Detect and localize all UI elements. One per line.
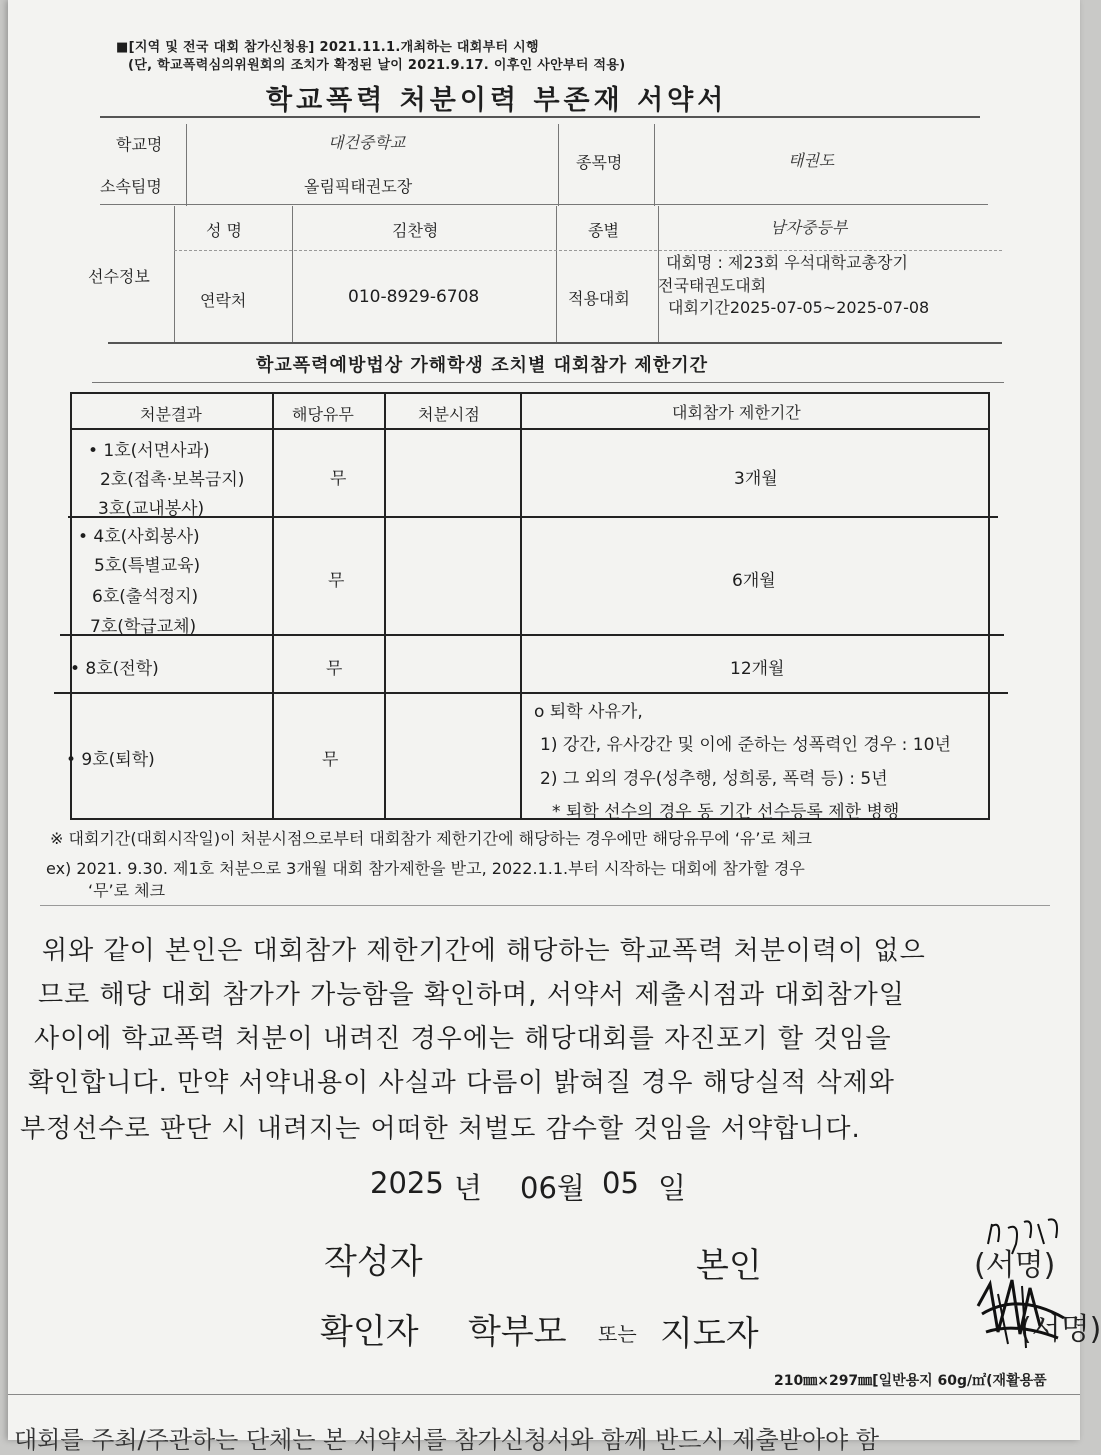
competition-name: 대회명 : 제23회 우석대학교총장기 [666,253,908,272]
divider [558,124,559,206]
coach-label: 지도자 [660,1314,759,1354]
table-row-item: 5호(특별교육) [94,556,201,576]
handwritten-signature [968,1214,1080,1364]
date-year-unit: 년 [454,1171,483,1205]
table-col-line [520,392,522,820]
table-row-line [54,692,1008,694]
school-name-value: 대건중학교 [328,133,406,152]
divider [8,1394,1080,1395]
player-name-label: 성 명 [206,221,242,240]
divider [556,206,557,342]
table-row-line [68,516,998,518]
table-row-line [60,634,1004,636]
table-row-item: • 8호(전학) [70,659,159,679]
pledge-line: 므로 해당 대회 참가가 가능함을 확인하며, 서약서 제출시점과 대회참가일 [38,980,905,1010]
player-info-label: 선수정보 [88,267,150,286]
table-row-item: • 1호(서면사과) [88,441,210,461]
pledge-line: 사이에 학교폭력 처분이 내려진 경우에는 해당대회를 자진포기 할 것임을 [34,1024,892,1054]
notice-line-1: ■[지역 및 전국 대회 참가신청용] 2021.11.1.개최하는 대회부터 시행 [116,40,539,55]
contact-value: 010-8929-6708 [348,287,480,307]
header-time: 처분시점 [418,405,480,424]
divider [40,905,1050,906]
event-label: 종목명 [576,153,623,172]
writer-sign-label: (서명) [974,1248,1056,1283]
or-label: 또는 [598,1322,637,1346]
writer-label: 작성자 [324,1242,423,1282]
division-value: 남자중등부 [770,218,848,237]
date-day-unit: 일 [658,1171,687,1205]
header-period: 대회참가 제한기간 [672,403,801,422]
divider [174,206,175,342]
divider [654,124,655,206]
team-name-label: 소속팀명 [100,177,162,196]
row-period: 12개월 [730,659,785,679]
row-period-line: * 퇴학 선수의 경우 동 기간 선수등록 제한 병행 [552,802,900,822]
player-name-value: 김찬형 [392,221,439,240]
table-row-item: 7호(학급교체) [90,617,197,637]
date-month: 06월 [520,1171,585,1205]
table-col-line [272,392,274,820]
row-applicable: 무 [326,659,343,679]
competition-period: 대회기간2025-07-05~2025-07-08 [668,298,930,317]
pledge-line: 부정선수로 판단 시 내려지는 어떠한 처벌도 감수할 것임을 서약합니다. [20,1114,861,1144]
divider [292,206,293,342]
divider [100,204,988,205]
confirmer-sign-label: (서명) [1020,1312,1101,1347]
row-period: 3개월 [734,469,778,489]
confirmer-label: 확인자 [320,1312,419,1352]
division-label: 종별 [588,221,619,240]
note-line-1: ※ 대회기간(대회시작일)이 처분시점으로부터 대회참가 제한기간에 해당하는 경우에만 해당유무에 ‘유’로 체크 [50,829,812,848]
bottom-notice: 대회를 주최/주관하는 단체는 본 서약서를 참가신청서와 함께 반드시 제출받아야 함 [14,1426,879,1454]
restriction-title: 학교폭력예방법상 가해학생 조치별 대회참가 제한기간 [256,355,708,376]
competition-label: 적용대회 [568,289,630,308]
contact-label: 연락처 [200,291,247,310]
divider [186,124,187,206]
divider [658,206,659,342]
divider [92,382,1004,383]
header-result: 처분결과 [140,405,202,424]
table-row-item: • 4호(사회봉사) [78,527,200,547]
table-row-item: 6호(출석정지) [92,587,199,607]
pledge-line: 위와 같이 본인은 대회참가 제한기간에 해당하는 학교폭력 처분이력이 없으 [42,936,926,966]
table-row-item: • 9호(퇴학) [66,750,155,770]
pledge-document [8,0,1101,1454]
divider [174,250,1002,251]
notice-line-2: (단, 학교폭력심의위원회의 조치가 확정된 날이 2021.9.17. 이후인 사안부터 적용) [128,58,626,73]
team-name-value: 올림픽태권도장 [304,177,413,196]
note-line-3: ‘무’로 체크 [88,881,166,900]
row-period-line: o 퇴학 사유가, [534,702,643,722]
row-applicable: 무 [322,750,339,770]
table-col-line [384,392,386,820]
date-day: 05 [602,1166,639,1200]
date-year: 2025 [370,1166,444,1200]
school-name-label: 학교명 [116,135,163,154]
table-row-line [70,428,990,430]
title-underline [100,116,980,118]
divider [108,342,1002,344]
competition-name-cont: 전국태권도대회 [658,276,767,295]
header-applicable: 해당유무 [292,405,354,424]
row-period-line: 2) 그 외의 경우(성추행, 성희롱, 폭력 등) : 5년 [540,769,888,789]
row-applicable: 무 [330,469,347,489]
event-value: 태권도 [788,151,835,170]
parent-label: 학부모 [468,1312,567,1352]
row-period: 6개월 [732,571,776,591]
row-period-line: 1) 강간, 유사강간 및 이에 준하는 성폭력인 경우 : 10년 [540,735,951,755]
paper-spec: 210㎜×297㎜[일반용지 60g/㎡(재활용품 [774,1373,1047,1389]
note-line-2: ex) 2021. 9.30. 제1호 처분으로 3개월 대회 참가제한을 받고, 2022.1.1.부터 시작하는 대회에 참가할 경우 [46,859,805,878]
row-applicable: 무 [328,571,345,591]
table-row-item: 2호(접촉·보복금지) [100,470,245,490]
document-title: 학교폭력 처분이력 부존재 서약서 [266,85,728,116]
table-row-item: 3호(교내봉사) [98,499,205,519]
writer-role: 본인 [696,1246,762,1286]
pledge-line: 확인합니다. 만약 서약내용이 사실과 다름이 밝혀질 경우 해당실적 삭제와 [28,1068,895,1098]
